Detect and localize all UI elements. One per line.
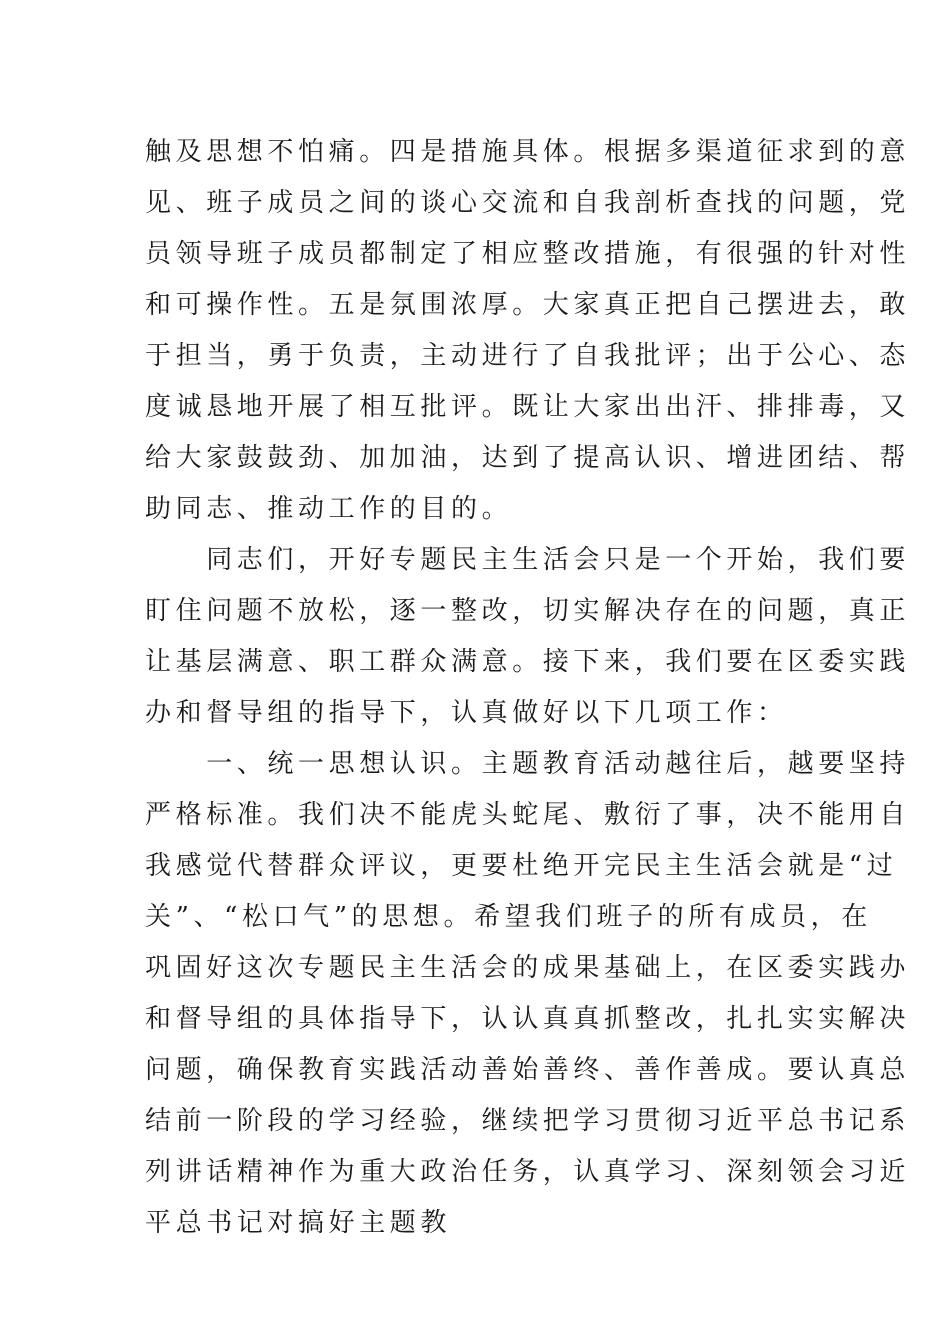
paragraph-start-line: 同志们，开好专题民主生活会只是一个开始，我们要 [145, 545, 911, 575]
text-line: 见、班子成员之间的谈心交流和自我剖析查找的问题，党 [145, 188, 911, 218]
text-line: 和可操作性。五是氛围浓厚。大家真正把自己摆进去，敢 [145, 290, 911, 320]
text-line: 严格标准。我们决不能虎头蛇尾、敷衍了事，决不能用自 [145, 800, 911, 830]
text-line: 我感觉代替群众评议，更要杜绝开完民主生活会就是“过 [145, 851, 898, 881]
text-line: 巩固好这次专题民主生活会的成果基础上，在区委实践办 [145, 953, 911, 983]
text-line: 于担当，勇于负责，主动进行了自我批评；出于公心、态 [145, 341, 911, 371]
text-line: 让基层满意、职工群众满意。接下来，我们要在区委实践 [145, 647, 911, 677]
text-line: 结前一阶段的学习经验，继续把学习贯彻习近平总书记系 [145, 1106, 911, 1136]
text-line: 助同志、推动工作的目的。 [145, 494, 513, 524]
text-line: 列讲话精神作为重大政治任务，认真学习、深刻领会习近 [145, 1157, 911, 1187]
text-line: 触及思想不怕痛。四是措施具体。根据多渠道征求到的意 [145, 137, 911, 167]
text-line: 办和督导组的指导下，认真做好以下几项工作： [145, 698, 788, 728]
text-line: 问题，确保教育实践活动善始善终、善作善成。要认真总 [145, 1055, 911, 1085]
text-line: 度诚恳地开展了相互批评。既让大家出出汗、排排毒，又 [145, 392, 911, 422]
text-line: 给大家鼓鼓劲、加加油，达到了提高认识、增进团结、帮 [145, 443, 911, 473]
text-line: 员领导班子成员都制定了相应整改措施，有很强的针对性 [145, 239, 911, 269]
text-line: 关”、“松口气”的思想。希望我们班子的所有成员，在 [145, 902, 872, 932]
text-line: 和督导组的具体指导下，认认真真抓整改，扎扎实实解决 [145, 1004, 911, 1034]
text-line: 盯住问题不放松，逐一整改，切实解决存在的问题，真正 [145, 596, 911, 626]
text-line: 平总书记对搞好主题教 [145, 1208, 452, 1238]
paragraph-start-line: 一、统一思想认识。主题教育活动越往后，越要坚持 [145, 749, 911, 779]
